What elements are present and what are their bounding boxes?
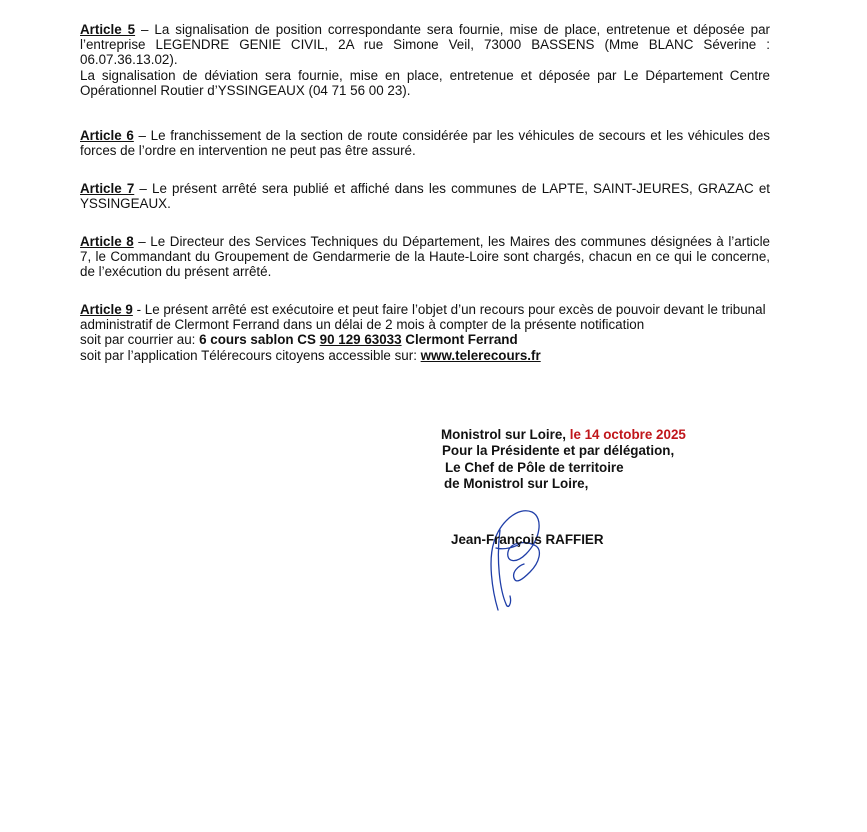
article-6-label: Article 6 bbox=[80, 128, 134, 143]
article-9 bbox=[80, 302, 780, 363]
telerecours-link[interactable]: www.telerecours.fr bbox=[420, 347, 541, 363]
article-7 bbox=[80, 181, 770, 211]
article-8-text: – Le Directeur des Services Techniques du Département, les Maires des communes désignées à l’article 7, le Commandant du Groupement de Gendarmerie de la Haute-Loire sont chargés, chacun en ce qui le concerne, de l’exécution du présent arrêté. bbox=[80, 234, 771, 280]
article-9-paragraph bbox=[80, 302, 780, 332]
article-7-text: – Le présent arrêté sera publié et affiché dans les communes de LAPTE, SAINT-JEURES, GRAZAC et YSSINGEAUX. bbox=[80, 181, 770, 212]
article-5-label: Article 5 bbox=[80, 22, 136, 37]
article-9-courrier-line bbox=[80, 332, 780, 347]
courrier-prefix: soit par courrier au: bbox=[80, 332, 200, 348]
signer-name: Jean-François RAFFIER bbox=[451, 532, 604, 547]
article-5 bbox=[80, 22, 770, 98]
signature-date: le 14 octobre 2025 bbox=[569, 427, 686, 442]
signature-block bbox=[441, 427, 801, 493]
app-prefix: soit par l’application Télérecours citoyens accessible sur: bbox=[80, 347, 421, 363]
article-8-label: Article 8 bbox=[80, 234, 134, 249]
article-9-app-line bbox=[80, 348, 780, 363]
signature-office: de Monistrol sur Loire, bbox=[444, 476, 589, 492]
courrier-cs-number: 90 129 63033 bbox=[319, 332, 402, 348]
article-8-paragraph bbox=[80, 234, 770, 280]
article-5-paragraph-2: La signalisation de déviation sera fournie, mise en place, entretenue et déposée par Le Département Centre Opérationnel Routier d’YSSINGEAUX (04 71 56 00 23). bbox=[80, 67, 770, 98]
signature-delegation: Pour la Présidente et par délégation, bbox=[442, 443, 675, 459]
handwritten-signature-icon bbox=[470, 500, 560, 620]
article-9-text: - Le présent arrêté est exécutoire et peut faire l’objet d’un recours pour excès de pouvoir devant le tribunal administratif de Clermont Ferrand dans un délai de 2 mois à compter de la présente notification bbox=[80, 302, 766, 333]
article-6-text: – Le franchissement de la section de route considérée par les véhicules de secours et les véhicules des forces de l’ordre en intervention ne peut pas être assuré. bbox=[80, 128, 770, 159]
signature-place-date bbox=[441, 427, 801, 443]
signature-title: Le Chef de Pôle de territoire bbox=[445, 459, 624, 475]
article-5-text: – La signalisation de position correspondante sera fournie, mise de place, entretenue et déposée par l’entreprise LEGENDRE GENIE CIVIL, 2A rue Simone Veil, 73000 BASSENS (Mme BLANC Séverine : 06.07.36.13.02). bbox=[80, 22, 770, 68]
courrier-address-end: Clermont Ferrand bbox=[401, 332, 518, 348]
article-6-paragraph bbox=[80, 128, 770, 158]
article-5-paragraph bbox=[80, 22, 770, 68]
article-9-label: Article 9 bbox=[80, 302, 133, 317]
article-6 bbox=[80, 128, 770, 158]
article-7-label: Article 7 bbox=[80, 181, 135, 196]
article-8 bbox=[80, 234, 770, 280]
courrier-address-start: 6 cours sablon CS bbox=[199, 332, 320, 348]
article-7-paragraph bbox=[80, 181, 770, 211]
signature-place: Monistrol sur Loire, bbox=[441, 427, 570, 442]
